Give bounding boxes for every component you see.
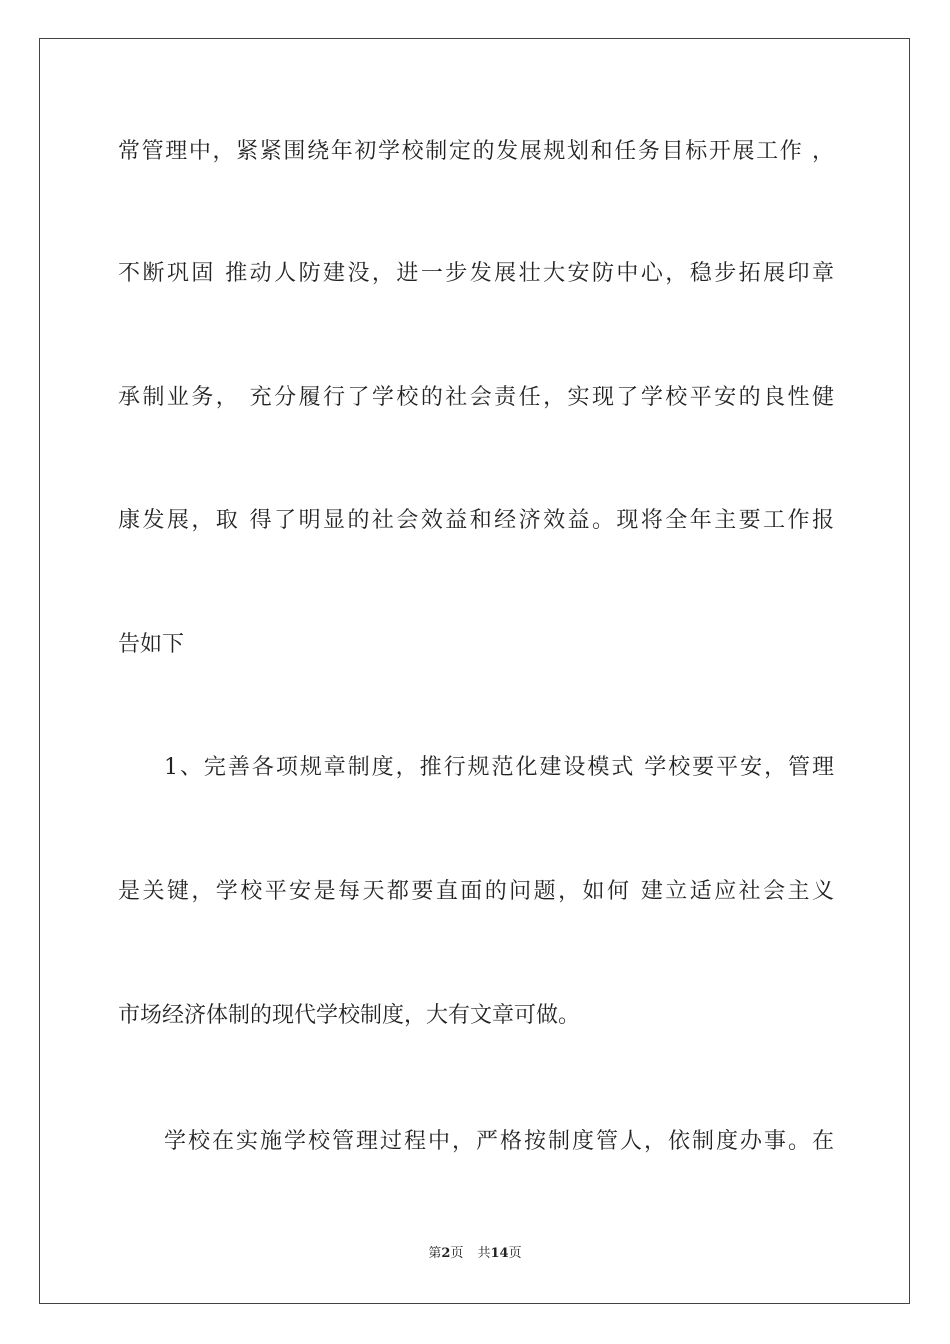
- section-heading-line: 1、完善各项规章制度，推行规范化建设模式 学校要平安，管理: [164, 755, 834, 780]
- body-text-line-7: 是关键，学校平安是每天都要直面的问题，如何 建立适应社会主义: [118, 879, 834, 904]
- page-suffix: 页: [450, 1246, 464, 1261]
- page-footer: [0, 1245, 950, 1263]
- body-text-line-4: 康发展，取 得了明显的社会效益和经济效益。现将全年主要工作报: [118, 508, 834, 533]
- body-text-line-1: 常管理中，紧紧围绕年初学校制定的发展规划和任务目标开展工作 ，: [118, 139, 834, 164]
- page-prefix: 第: [428, 1246, 442, 1261]
- current-page-number: 2: [441, 1246, 451, 1261]
- total-page-count: 14: [490, 1246, 509, 1261]
- total-prefix: 共: [477, 1246, 491, 1261]
- body-text-line-5: 告如下: [118, 632, 185, 657]
- paragraph-start-line: 学校在实施学校管理过程中，严格按制度管人，依制度办事。在: [164, 1129, 834, 1154]
- body-text-line-2: 不断巩固 推动人防建没，进一步发展壮大安防中心，稳步拓展印章: [118, 261, 834, 286]
- body-text-line-8: 市场经济体制的现代学校制度，大有文章可做。: [118, 1003, 581, 1028]
- total-suffix: 页: [508, 1246, 522, 1261]
- body-text-line-3: 承制业务， 充分履行了学校的社会责任，实现了学校平安的良性健: [118, 385, 834, 410]
- page-border: [39, 38, 910, 1304]
